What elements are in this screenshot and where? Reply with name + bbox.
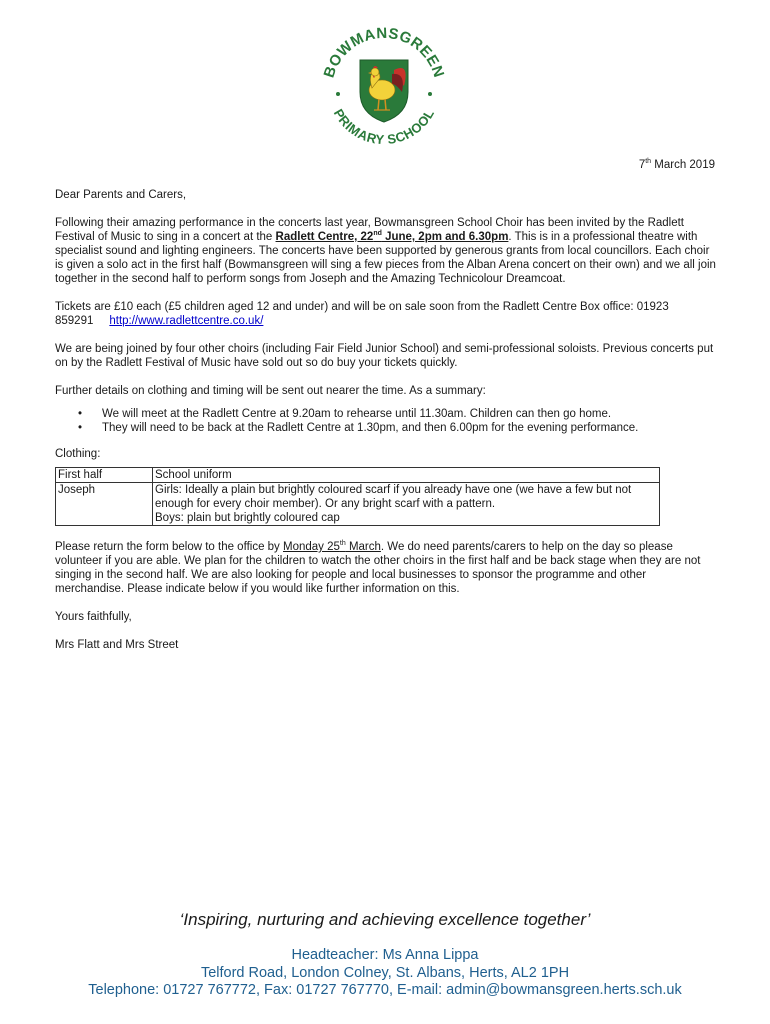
signature: Mrs Flatt and Mrs Street <box>55 639 179 651</box>
table-row <box>56 483 660 526</box>
list-item: • We will meet at the Radlett Centre at 9.20am to rehearse until 11.30am. Children can then go home. <box>102 407 717 421</box>
paragraph-invitation: Following their amazing performance in the concerts last year, Bowmansgreen School Choir has been invited by the Radlett Festival of Music to sing in a concert at the Radlett Centre, 22nd June, 2pm and 6.30pm. This is in a professional theatre with specialist sound and lighting engineers. The concerts have been supported by generous grants from local councillors. Each choir is given a solo act in the first half (Bowmansgreen will sing a few pieces from the Alban Arena concert on their own) and we all join together in the second half to perform songs from Joseph and the Amazing Technicolour Dreamcoat. <box>55 217 716 285</box>
rooster-icon <box>360 60 408 122</box>
school-motto: ‘Inspiring, nurturing and achieving excellence together’ <box>179 910 591 929</box>
table-cell: Joseph <box>56 483 153 526</box>
school-address: Telford Road, London Colney, St. Albans, Herts, AL2 1PH <box>200 964 570 981</box>
footer-contact <box>0 947 770 1000</box>
headteacher: Headteacher: Ms Anna Lippa <box>291 947 479 963</box>
table-row <box>56 468 660 483</box>
table-cell: School uniform <box>153 468 660 483</box>
radlett-centre-link[interactable]: http://www.radlettcentre.co.uk/ <box>109 315 264 327</box>
return-deadline: Monday 25th March <box>283 540 381 553</box>
paragraph-return-form: Please return the form below to the office by Monday 25th March. We do need parents/carers to help on the day so please volunteer if you are able. We plan for the children to watch the other choirs in the first half and be back stage when they are not singing in the second half. We are also looking for people and local businesses to sponsor the programme and other merchandise. Please indicate below if you would like further information on this. <box>55 540 701 595</box>
closing: Yours faithfully, <box>55 611 132 623</box>
paragraph-choirs: We are being joined by four other choirs (including Fair Field Junior School) and semi-professional soloists. Previous concerts put on by the Radlett Festival of Music have sold out so do buy your tickets quickly. <box>55 343 714 369</box>
letter-body <box>55 188 717 666</box>
paragraph-summary: Further details on clothing and timing will be sent out nearer the time. As a summary: <box>55 385 486 397</box>
school-logo <box>318 22 450 152</box>
clothing-table <box>55 467 660 526</box>
school-logo-graphic <box>318 22 450 152</box>
logo-text-top: BOWMANSGREEN <box>320 24 448 80</box>
summary-list <box>55 407 717 435</box>
letter-date: 7th March 2019 <box>638 158 715 171</box>
paragraph-tickets: Tickets are £10 each (£5 children aged 12 and under) and will be on sale soon from the Radlett Centre Box office: 01923 859291 http://www.radlettcentre.co.uk/ <box>55 301 669 327</box>
list-item: • They will need to be back at the Radlett Centre at 1.30pm, and then 6.00pm for the evening performance. <box>102 421 717 435</box>
logo-text-bottom: PRIMARY SCHOOL <box>330 106 438 148</box>
table-cell: Girls: Ideally a plain but brightly coloured scarf if you already have one (we have a few but not enough for every choir member). Or any bright scarf with a pattern. Boys: plain but brightly coloured cap <box>153 483 660 526</box>
clothing-label: Clothing: <box>55 448 101 460</box>
table-cell: First half <box>56 468 153 483</box>
salutation: Dear Parents and Carers, <box>55 189 187 201</box>
concert-details: Radlett Centre, 22nd June, 2pm and 6.30pm <box>275 230 509 243</box>
contact-details: Telephone: 01727 767772, Fax: 01727 767770, E-mail: admin@bowmansgreen.herts.sch.uk <box>88 982 682 998</box>
